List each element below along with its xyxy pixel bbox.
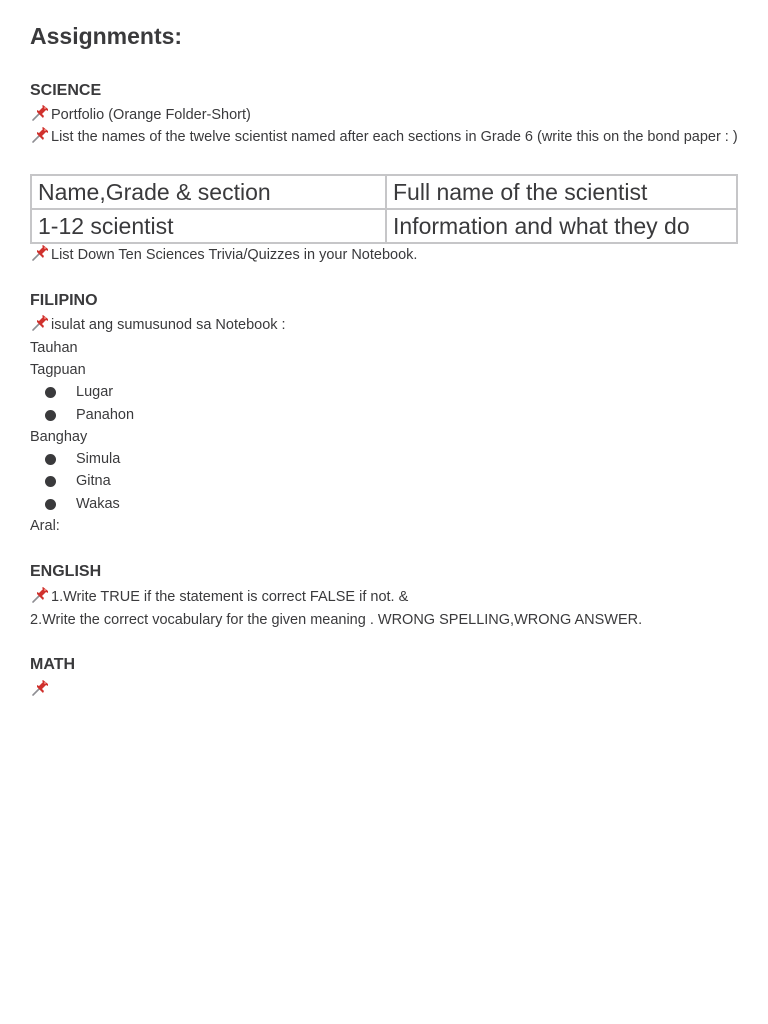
science-heading: SCIENCE bbox=[30, 82, 102, 99]
science-item-scientists-text: List the names of the twelve scientist named after each sections in Grade 6 (write this on the bond paper : ) bbox=[51, 129, 738, 145]
bullet-icon bbox=[45, 476, 56, 487]
filipino-heading: FILIPINO bbox=[30, 292, 98, 309]
science-item-trivia bbox=[30, 244, 417, 267]
list-item-text: Wakas bbox=[76, 496, 120, 512]
science-item-portfolio bbox=[30, 104, 251, 127]
scientist-table bbox=[30, 174, 738, 244]
table-cell: 1-12 scientist bbox=[31, 209, 386, 243]
math-item bbox=[30, 679, 51, 702]
science-item-trivia-text: List Down Ten Sciences Trivia/Quizzes in your Notebook. bbox=[51, 247, 418, 263]
filipino-item-notebook-text: isulat ang sumusunod sa Notebook : bbox=[51, 317, 286, 333]
page-title: Assignments: bbox=[30, 23, 183, 49]
table-cell: Full name of the scientist bbox=[386, 175, 737, 209]
english-item-true-false-text: 1.Write TRUE if the statement is correct FALSE if not. & bbox=[51, 589, 409, 605]
list-item-text: Gitna bbox=[76, 473, 111, 489]
bullet-icon bbox=[45, 387, 56, 398]
filipino-banghay: Banghay bbox=[30, 429, 88, 445]
table-cell: Information and what they do bbox=[386, 209, 737, 243]
english-heading: ENGLISH bbox=[30, 563, 102, 580]
table-cell: Name,Grade & section bbox=[31, 175, 386, 209]
pushpin-icon bbox=[30, 104, 51, 122]
english-item-vocabulary: 2.Write the correct vocabulary for the given meaning . WRONG SPELLING,WRONG ANSWER. bbox=[30, 612, 643, 628]
filipino-tagpuan: Tagpuan bbox=[30, 362, 86, 378]
math-heading: MATH bbox=[30, 656, 76, 673]
bullet-icon bbox=[45, 410, 56, 421]
list-item-text: Simula bbox=[76, 451, 121, 467]
list-item-text: Lugar bbox=[76, 384, 114, 400]
bullet-icon bbox=[45, 499, 56, 510]
pushpin-icon bbox=[30, 244, 51, 262]
filipino-tauhan: Tauhan bbox=[30, 340, 78, 356]
pushpin-icon bbox=[30, 314, 51, 332]
science-item-portfolio-text: Portfolio (Orange Folder-Short) bbox=[51, 107, 251, 123]
science-item-scientists bbox=[30, 126, 738, 149]
bullet-icon bbox=[45, 454, 56, 465]
pushpin-icon bbox=[30, 586, 51, 604]
table-row bbox=[31, 209, 737, 243]
pushpin-icon bbox=[30, 679, 51, 697]
list-item-text: Panahon bbox=[76, 407, 135, 423]
filipino-aral: Aral: bbox=[30, 518, 60, 534]
table-row bbox=[31, 175, 737, 209]
filipino-item-notebook bbox=[30, 314, 286, 337]
english-item-true-false bbox=[30, 586, 408, 609]
pushpin-icon bbox=[30, 126, 51, 144]
